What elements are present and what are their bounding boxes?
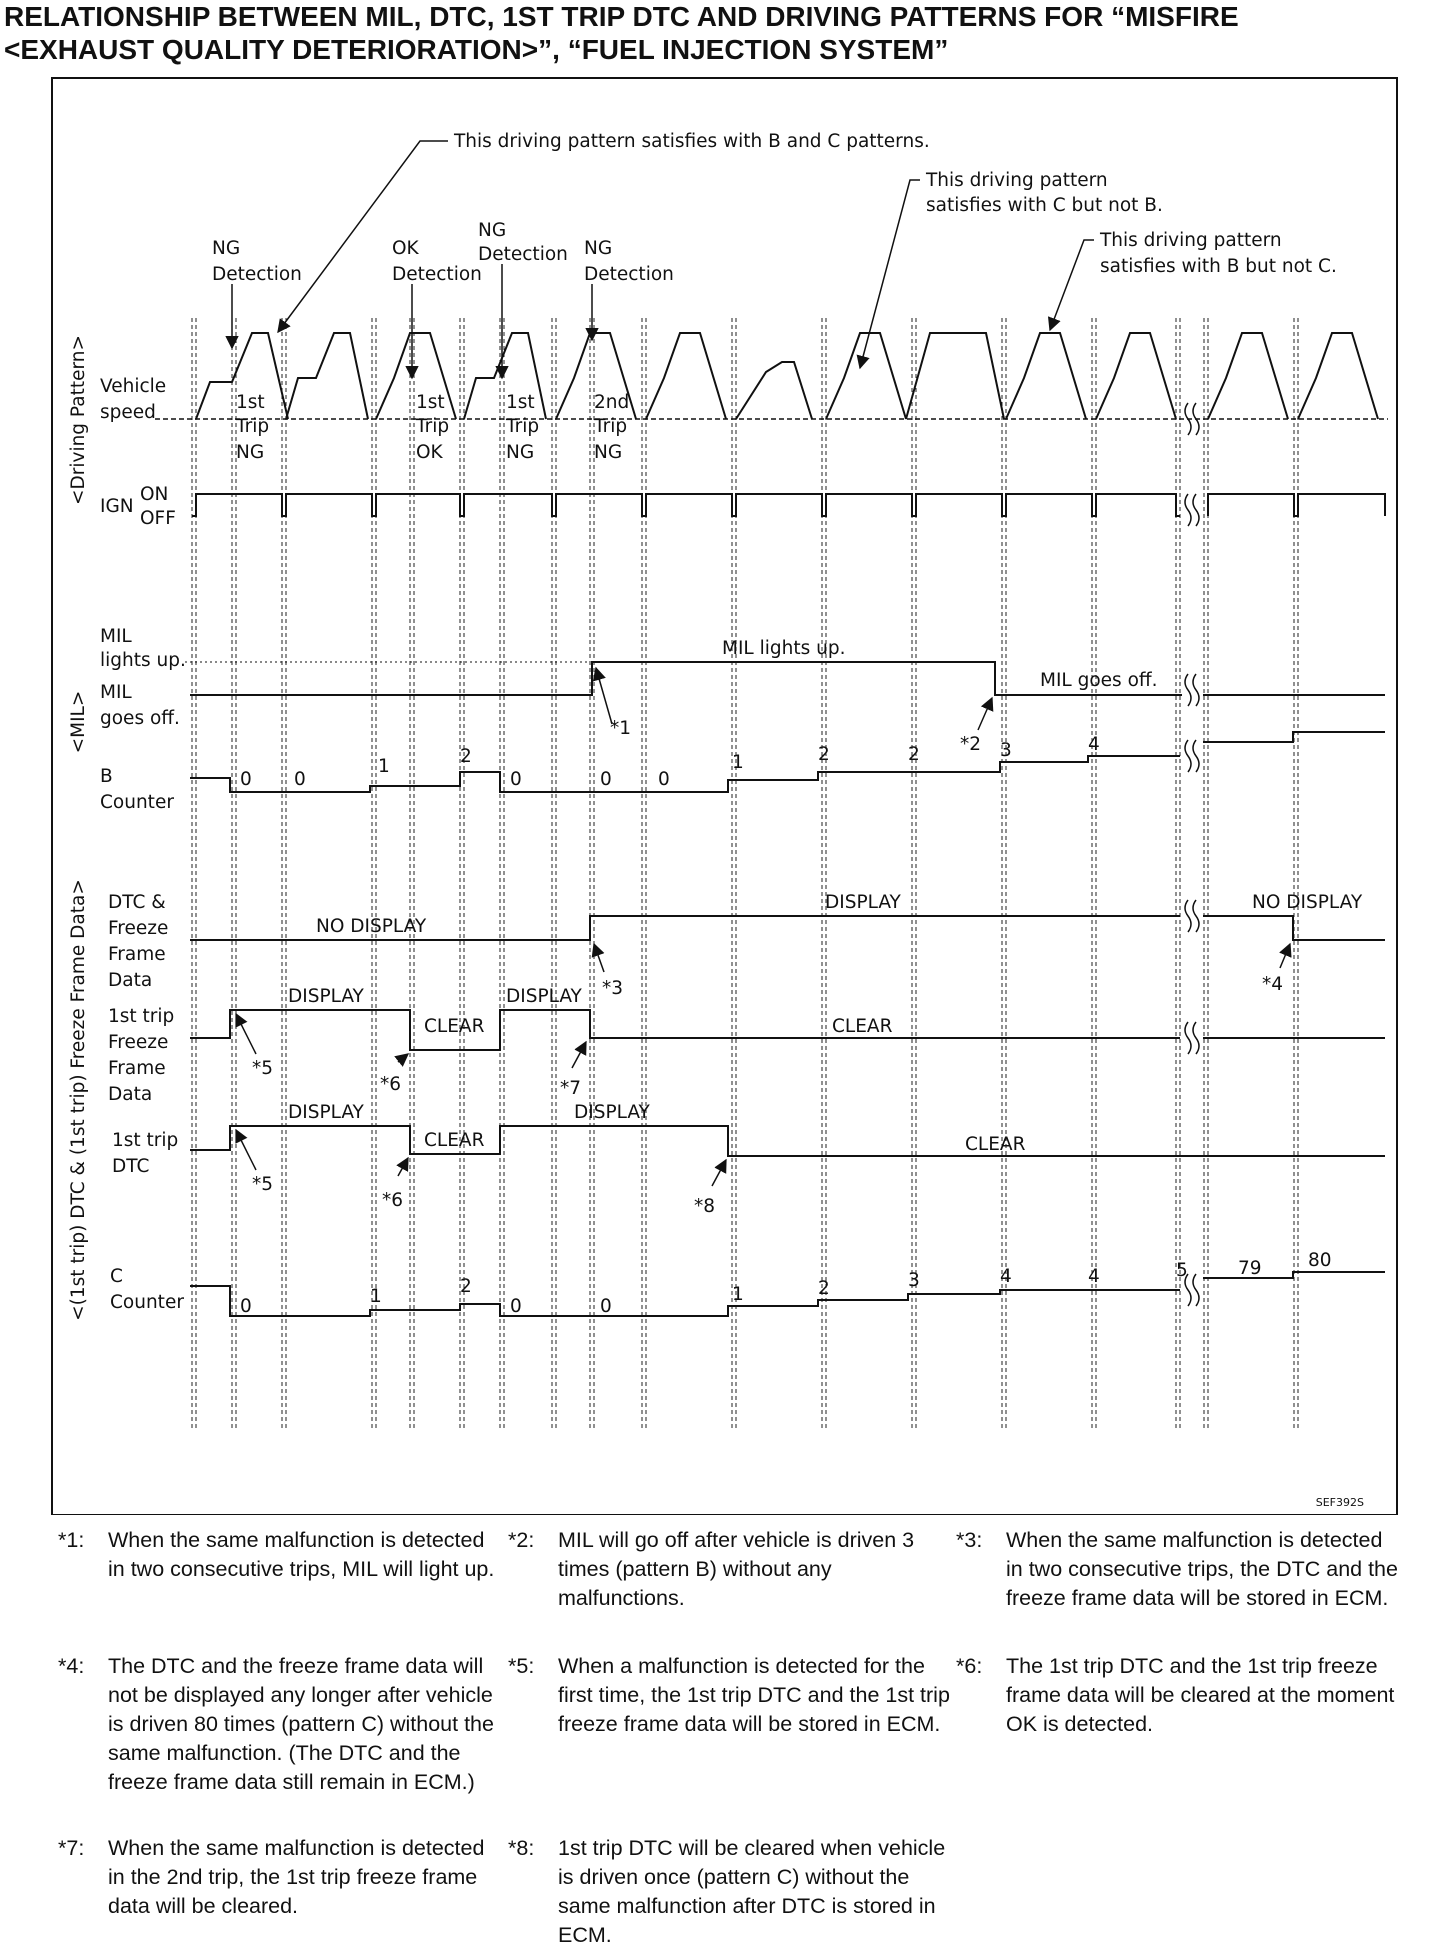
c-counter-value: 4	[1000, 1266, 1012, 1287]
row-label-tff-1: 1st trip	[108, 1006, 175, 1027]
annotation-b-not-c-2: satisfies with B but not C.	[1100, 256, 1337, 277]
row-label-ign: IGN	[100, 496, 134, 517]
row-label-mil-2: lights up.	[100, 650, 186, 671]
row-label-c-1: C	[110, 1266, 123, 1287]
figure-code: SEF392S	[1315, 1496, 1364, 1509]
break-b-b	[1193, 740, 1199, 772]
marker-1: *1	[610, 718, 632, 739]
marker-arrow-1	[596, 668, 612, 724]
b-counter-value: 0	[294, 769, 306, 790]
detection-3-l2: Detection	[478, 244, 568, 265]
annotation-c-not-b-2: satisfies with C but not B.	[926, 195, 1163, 216]
ign-trace	[192, 494, 1385, 516]
marker-6b: *6	[382, 1190, 404, 1211]
c-counter-value: 0	[600, 1296, 612, 1317]
marker-arrow-4	[1280, 944, 1290, 968]
marker-arrow-3	[594, 944, 604, 972]
break-c-b	[1193, 1274, 1199, 1306]
row-label-dtcff-4: Data	[108, 970, 153, 991]
break-mil-a	[1185, 674, 1191, 706]
b-counter-value: 1	[732, 752, 744, 773]
row-label-tff-3: Frame	[108, 1058, 166, 1079]
mil-lights-up-label: MIL lights up.	[722, 638, 846, 659]
trip-1-l3: NG	[236, 442, 265, 463]
footnote-8-mark: *8:	[508, 1836, 535, 1860]
b-counter-value: 2	[908, 744, 920, 765]
trip-4-l2: Trip	[594, 416, 628, 437]
b-counter-value: 0	[600, 769, 612, 790]
break-dtc-b	[1193, 900, 1199, 932]
footnote-7-text: When the same malfunction is detected in the 2nd trip, the 1st trip freeze frame data will be cleared.	[108, 1836, 485, 1918]
footnote-3-text: When the same malfunction is detected in two consecutive trips, the DTC and the freeze frame data will be stored in ECM.	[1006, 1528, 1398, 1610]
row-label-b-1: B	[100, 766, 113, 787]
break-dtc-a	[1185, 900, 1191, 932]
footnote-1-text: When the same malfunction is detected in two consecutive trips, MIL will light up.	[108, 1528, 495, 1581]
break-ign-b	[1193, 494, 1199, 526]
marker-arrow-8	[712, 1160, 726, 1186]
row-label-speed: speed	[100, 402, 156, 423]
c-counter-value: 1	[732, 1284, 744, 1305]
detection-3-l1: NG	[478, 220, 507, 241]
detection-labels	[212, 220, 674, 285]
detection-4-l1: NG	[584, 238, 613, 259]
speed-cycle	[1096, 333, 1176, 419]
row-label-milo-2: goes off.	[100, 708, 180, 729]
footnote-2-text: MIL will go off after vehicle is driven 3 times (pattern B) without any malfunctions.	[558, 1528, 915, 1610]
c-counter-value: 0	[510, 1296, 522, 1317]
trip-3-l1: 1st	[506, 392, 535, 413]
state-labels	[288, 638, 1363, 1155]
ff-display-label-1: DISPLAY	[288, 986, 364, 1007]
trip-2-l3: OK	[416, 442, 443, 463]
row-label-c-2: Counter	[110, 1292, 184, 1313]
trip-3-l3: NG	[506, 442, 535, 463]
row-label-tff-2: Freeze	[108, 1032, 169, 1053]
b-counter-value: 1	[378, 756, 390, 777]
title-line-2: <EXHAUST QUALITY DETERIORATION>”, “FUEL INJECTION SYSTEM”	[4, 34, 949, 65]
c-counter-value: 2	[460, 1276, 472, 1297]
footnote-4-mark: *4:	[58, 1654, 85, 1678]
b-counter-value: 2	[460, 746, 472, 767]
marker-arrow-7	[572, 1042, 586, 1068]
b-counter-value: 0	[240, 769, 252, 790]
first-trip-ff-waveform	[190, 1010, 1385, 1050]
title-line-1: RELATIONSHIP BETWEEN MIL, DTC, 1ST TRIP DTC AND DRIVING PATTERNS FOR “MISFIRE	[4, 1, 1239, 32]
c-counter-value: 4	[1088, 1266, 1100, 1287]
speed-cycle	[1298, 333, 1378, 419]
dtc-display-label: DISPLAY	[825, 892, 901, 913]
marker-3: *3	[602, 978, 624, 999]
speed-cycle	[906, 333, 1004, 419]
row-label-off: OFF	[140, 508, 176, 529]
section-label-dtc: <(1st trip) DTC & (1st trip) Freeze Frame Data>	[68, 879, 89, 1321]
speed-cycle	[736, 362, 812, 419]
tdtc-display-label-1: DISPLAY	[288, 1102, 364, 1123]
time-break-marks	[1185, 403, 1199, 1306]
row-label-vehicle: Vehicle	[100, 376, 167, 397]
marker-arrow-5b	[236, 1130, 256, 1170]
speed-cycle	[1006, 333, 1086, 419]
detection-2-l1: OK	[392, 238, 419, 259]
ff-display-label-2: DISPLAY	[506, 986, 582, 1007]
detection-1-l2: Detection	[212, 264, 302, 285]
ign-waveform	[192, 494, 1385, 516]
tdtc-clear-label-2: CLEAR	[965, 1134, 1026, 1155]
ff-clear-label-1: CLEAR	[424, 1016, 485, 1037]
b-counter-value: 2	[818, 744, 830, 765]
speed-cycle	[646, 333, 726, 419]
row-label-on: ON	[140, 484, 169, 505]
annotation-b-and-c: This driving pattern satisfies with B and C patterns.	[454, 131, 930, 152]
marker-arrow-6	[398, 1054, 408, 1062]
trip-2-l2: Trip	[416, 416, 450, 437]
row-label-dtcff-2: Freeze	[108, 918, 169, 939]
marker-arrow-2	[978, 698, 992, 730]
guide-lines	[192, 318, 1298, 1428]
footnote-8-text: 1st trip DTC will be cleared when vehicle is driven once (pattern C) without the same malfunction after DTC is stored in ECM.	[558, 1836, 946, 1947]
break-b-a	[1185, 740, 1191, 772]
row-label-milo-1: MIL	[100, 682, 132, 703]
trip-1-l2: Trip	[236, 416, 270, 437]
mil-goes-off-label: MIL goes off.	[1040, 670, 1158, 691]
break-ign-a	[1185, 494, 1191, 526]
marker-6: *6	[380, 1074, 402, 1095]
marker-8: *8	[694, 1196, 716, 1217]
c-counter-value: 1	[370, 1286, 382, 1307]
section-label-mil: <MIL>	[68, 690, 89, 754]
marker-7: *7	[560, 1078, 582, 1099]
marker-4: *4	[1262, 974, 1284, 995]
footnote-3-mark: *3:	[956, 1528, 983, 1552]
c-counter-value: 2	[818, 1278, 830, 1299]
trip-3-l2: Trip	[506, 416, 540, 437]
break-ff-a	[1185, 1022, 1191, 1054]
c-counter-value: 5	[1176, 1260, 1188, 1281]
annotation-c-not-b-1: This driving pattern	[926, 170, 1108, 191]
detection-1-l1: NG	[212, 238, 241, 259]
speed-cycle	[286, 333, 368, 419]
trip-labels	[235, 392, 629, 463]
trip-4-l1: 2nd	[594, 392, 630, 413]
b-counter-value: 3	[1000, 740, 1012, 761]
b-counter-value: 0	[510, 769, 522, 790]
row-label-dtcff-3: Frame	[108, 944, 166, 965]
dtc-no-display-label-2: NO DISPLAY	[1252, 892, 1363, 913]
detection-2-l2: Detection	[392, 264, 482, 285]
annotation-b-not-c-1: This driving pattern	[1100, 230, 1282, 251]
c-counter-value: 0	[240, 1296, 252, 1317]
detection-4-l2: Detection	[584, 264, 674, 285]
c-counter-value: 3	[908, 1270, 920, 1291]
marker-arrow-5	[236, 1014, 256, 1054]
b-counter-value: 4	[1088, 734, 1100, 755]
footnote-markers	[236, 668, 1290, 1217]
footnote-5-mark: *5:	[508, 1654, 535, 1678]
first-trip-dtc-waveform	[190, 1126, 1385, 1156]
dtc-no-display-label: NO DISPLAY	[316, 916, 427, 937]
row-label-tff-4: Data	[108, 1084, 153, 1105]
footnote-1-mark: *1:	[58, 1528, 85, 1552]
marker-arrow-6b	[398, 1158, 408, 1176]
row-label-tdtc-2: DTC	[112, 1156, 150, 1177]
footnote-6-mark: *6:	[956, 1654, 983, 1678]
footnote-2-mark: *2:	[508, 1528, 535, 1552]
trip-1-l1: 1st	[236, 392, 265, 413]
trip-2-l1: 1st	[416, 392, 445, 413]
row-label-tdtc-1: 1st trip	[112, 1130, 179, 1151]
speed-waveform	[196, 333, 1378, 419]
break-mil-b	[1193, 674, 1199, 706]
tdtc-clear-label-1: CLEAR	[424, 1130, 485, 1151]
marker-5: *5	[252, 1058, 274, 1079]
row-labels	[100, 376, 186, 1313]
diagram-frame	[52, 78, 1397, 1515]
mil-waveform	[190, 662, 1385, 695]
row-label-mil-1: MIL	[100, 626, 132, 647]
row-label-dtcff-1: DTC &	[108, 892, 166, 913]
b-counter-value: 0	[658, 769, 670, 790]
section-label-driving: <Driving Pattern>	[68, 335, 89, 505]
footnote-6-text: The 1st trip DTC and the 1st trip freeze frame data will be cleared at the moment OK is detected.	[1006, 1654, 1395, 1736]
footnote-4-text: The DTC and the freeze frame data will not be displayed any longer after vehicle is driven 80 times (pattern C) without the same malfunction. (The DTC and the freeze frame data still remain in ECM.)	[108, 1654, 494, 1794]
marker-5b: *5	[252, 1174, 274, 1195]
break-ff-b	[1193, 1022, 1199, 1054]
footnote-5-text: When a malfunction is detected for the first time, the 1st trip DTC and the 1st trip freeze frame data will be stored in ECM.	[558, 1654, 950, 1736]
b-counter-waveform	[190, 732, 1385, 792]
trip-4-l3: NG	[594, 442, 623, 463]
speed-cycle	[1208, 333, 1288, 419]
row-label-b-2: Counter	[100, 792, 174, 813]
c-counter-value: 79	[1238, 1258, 1262, 1279]
footnote-7-mark: *7:	[58, 1836, 85, 1860]
ff-clear-label-2: CLEAR	[832, 1016, 893, 1037]
c-counter-value: 80	[1308, 1250, 1332, 1271]
tdtc-display-label-2: DISPLAY	[574, 1102, 650, 1123]
marker-2: *2	[960, 734, 982, 755]
